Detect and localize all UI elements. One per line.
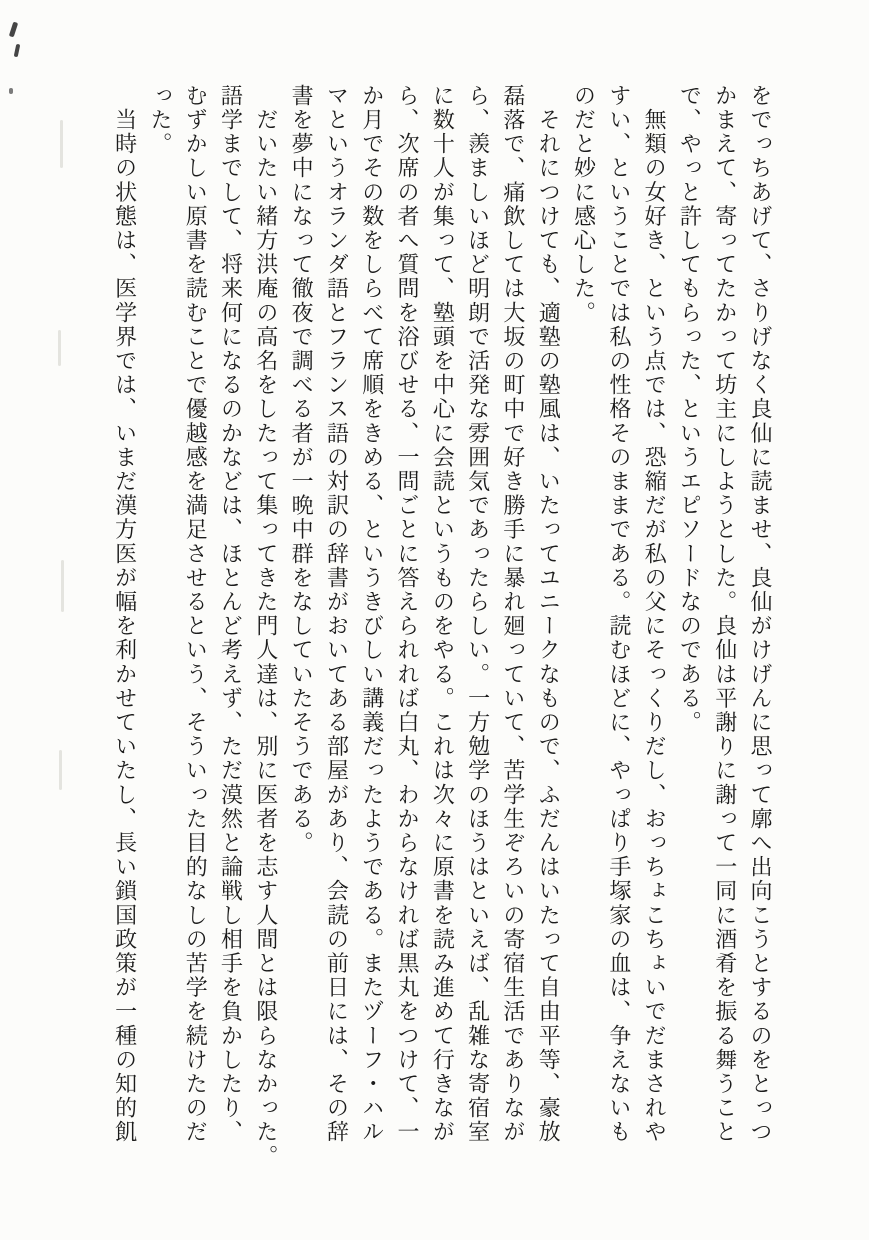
text-column: に数十人が集って、塾頭を中心に会読というものをやる。これは次々に原書を読み進めて行きなが	[429, 84, 455, 1145]
text-column: 無類の女好き、という点では、恐縮だが私の父にそっくりだし、おっちょこちょいでだまされや	[641, 84, 667, 1145]
text-column: 語学までして、将来何になるのかなどは、ほとんど考えず、ただ漠然と論戦し相手を負かしたり、	[217, 84, 243, 1145]
ink-speck-artifact	[14, 44, 21, 58]
scan-smudge	[59, 750, 62, 790]
text-column: をでっちあげて、さりげなく良仙に読ませ、良仙がけげんに思って廓へ出向こうとするのをとっつ	[747, 84, 772, 1145]
text-column: 当時の状態は、医学界では、いまだ漢方医が幅を利かせていたし、長い鎖国政策が一種の知的飢	[111, 84, 137, 1145]
text-column: かまえて、寄ってたかって坊主にしようとした。良仙は平謝りに謝って一同に酒肴を振る舞うこと	[711, 84, 737, 1145]
text-column: すい、ということでは私の性格そのままである。読むほどに、やっぱり手塚家の血は、争えないも	[605, 84, 631, 1145]
text-column: のだと妙に感心した。	[570, 84, 596, 325]
ink-speck-artifact	[9, 22, 18, 38]
text-column: 磊落で、痛飲しては大坂の町中で好き勝手に暴れ廻っていて、苦学生ぞろいの寄宿生活でありなが	[499, 84, 525, 1145]
text-column: 書を夢中になって徹夜で調べる者が一晩中群をなしていたそうである。	[288, 84, 314, 856]
text-column: むずかしい原書を読むことで優越感を満足させるという、そういった目的なしの苦学を続けたのだ	[182, 84, 208, 1145]
text-column: った。	[146, 84, 172, 157]
ink-speck-artifact	[9, 88, 13, 94]
text-column: で、やっと許してもらった、というエピソードなのである。	[676, 84, 702, 735]
text-column: だいたい緒方洪庵の高名をしたって集ってきた門人達は、別に医者を志す人間とは限らなかった。	[252, 84, 278, 1169]
text-column: それにつけても、適塾の塾風は、いたってユニークなもので、ふだんはいたって自由平等、豪放	[535, 84, 561, 1145]
scan-smudge	[58, 330, 61, 366]
text-column: マというオランダ語とフランス語の対訳の辞書がおいてある部屋があり、会読の前日には、その辞	[323, 84, 349, 1145]
body-text	[106, 84, 777, 1169]
scan-smudge	[61, 560, 64, 612]
text-column: か月でその数をしらべて席順をきめる、というきびしい講義だったようである。またヅーフ・ハル	[358, 84, 384, 1145]
text-column: ら、羨ましいほど明朗で活発な雰囲気であったらしい。一方勉学のほうはといえば、乱雑な寄宿室	[464, 84, 490, 1145]
text-column: ら、次席の者へ質問を浴びせる、一問ごとに答えられれば白丸、わからなければ黒丸をつけて、一	[394, 84, 420, 1145]
scan-smudge	[60, 120, 63, 168]
